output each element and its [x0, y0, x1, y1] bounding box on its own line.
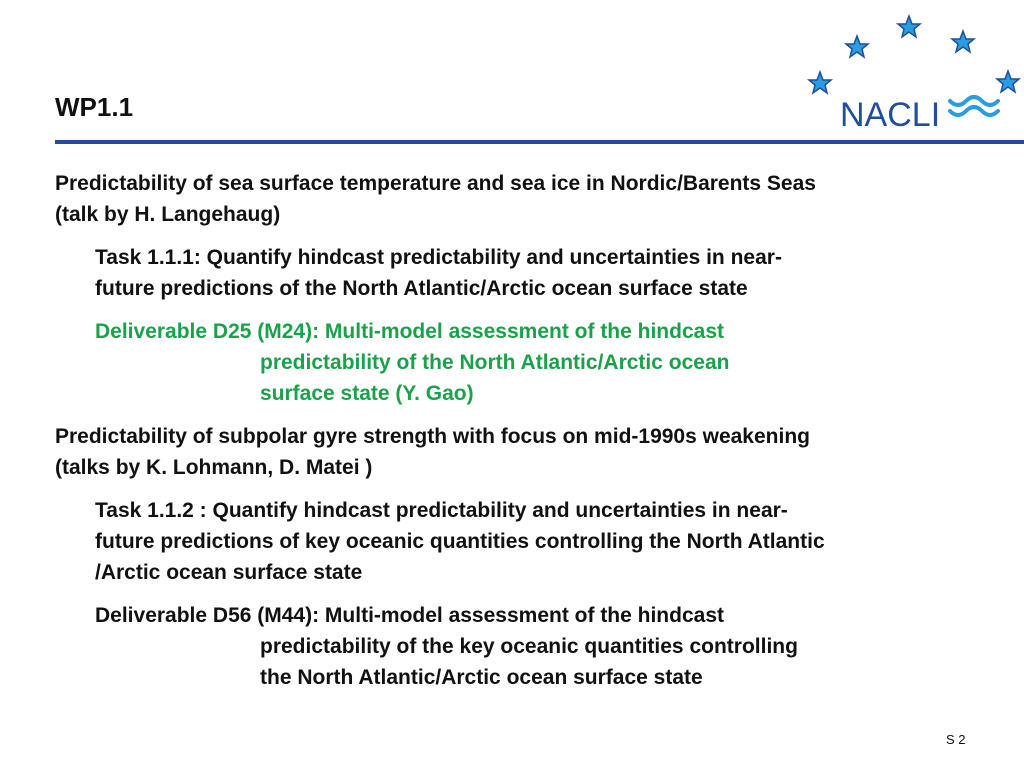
page-number: S 2 — [946, 732, 966, 747]
section-heading-line: (talks by K. Lohmann, D. Matei ) — [55, 456, 373, 479]
section-heading-line: Predictability of subpolar gyre strength with focus on mid-1990s weakening — [55, 425, 810, 448]
deliverable-description — [55, 600, 995, 693]
logo-star-icon — [997, 71, 1019, 92]
task-line: Task 1.1.2 : Quantify hindcast predictability and uncertainties in near- — [95, 499, 788, 522]
section-heading-line: Predictability of sea surface temperature and sea ice in Nordic/Barents Seas — [55, 172, 816, 195]
logo-wave-icon — [950, 107, 998, 115]
task-line: /Arctic ocean surface state — [95, 561, 363, 584]
deliverable-line: surface state (Y. Gao) — [260, 382, 474, 405]
section-heading-line: (talk by H. Langehaug) — [55, 203, 281, 226]
logo-star-icon — [846, 36, 868, 57]
slide-title: WP1.1 — [55, 92, 134, 122]
logo-star-icon — [898, 16, 920, 37]
task-line: Task 1.1.1: Quantify hindcast predictability and uncertainties in near- — [95, 246, 782, 269]
deliverable-line: Deliverable D25 (M24): Multi-model assessment of the hindcast — [95, 320, 724, 343]
nacli-logo — [800, 8, 1024, 136]
task-description — [55, 242, 995, 304]
task-description — [55, 495, 995, 588]
section-heading — [55, 168, 995, 230]
task-line: future predictions of key oceanic quantities controlling the North Atlantic — [95, 530, 825, 553]
deliverable-description — [55, 316, 995, 409]
deliverable-line: predictability of the North Atlantic/Arctic ocean — [260, 351, 730, 374]
logo-wordmark: NACLI — [840, 96, 941, 134]
section-heading — [55, 421, 995, 483]
deliverable-line: the North Atlantic/Arctic ocean surface state — [260, 666, 703, 689]
title-divider — [55, 140, 1024, 144]
logo-wave-icon — [950, 97, 998, 105]
task-line: future predictions of the North Atlantic/Arctic ocean surface state — [95, 277, 748, 300]
deliverable-line: Deliverable D56 (M44): Multi-model assessment of the hindcast — [95, 604, 724, 627]
logo-star-icon — [952, 31, 974, 52]
logo-star-icon — [809, 72, 831, 93]
slide-body — [55, 168, 995, 705]
deliverable-line: predictability of the key oceanic quantities controlling — [260, 635, 798, 658]
